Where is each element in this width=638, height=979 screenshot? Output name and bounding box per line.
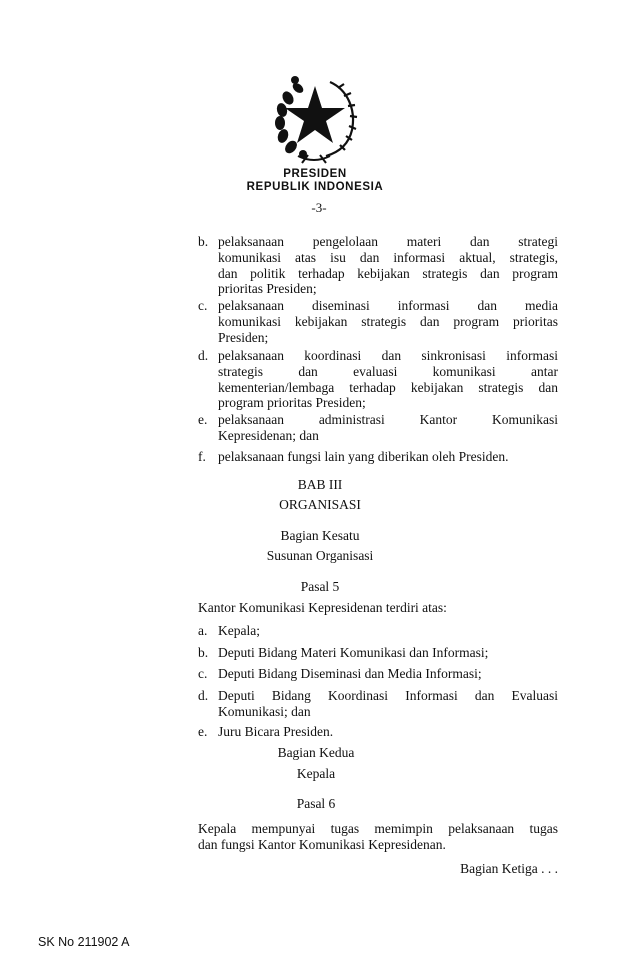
list-item-line: pelaksanaan administrasi Kantor Komunikasi [218,412,558,427]
list-item-line: program prioritas Presiden; [218,395,366,411]
list-item-line: Juru Bicara Presiden. [218,724,334,739]
pasal-text-line: Kepala mempunyai tugas memimpin pelaksanaan tugas [198,821,558,836]
pasal-text-line: dan fungsi Kantor Komunikasi Kepresidenan. [198,836,446,852]
list-item [198,348,558,411]
list-item [198,298,558,345]
bagian-title: Kepala [296,766,336,781]
list-item-line: kementerian/lembaga terhadap kebijakan strategis dan [218,379,558,395]
list-item-line: pelaksanaan pengelolaan materi dan strategi [218,234,558,249]
list-item-label: b. [198,645,209,660]
list-item-line: komunikasi kebijakan strategis dan program prioritas [218,313,558,329]
list-item-line: strategis dan evaluasi komunikasi antar [218,363,558,379]
list-item [198,412,558,444]
list-item-label: c. [198,298,208,313]
list-item [198,234,558,297]
list-item-line: Deputi Bidang Materi Komunikasi dan Informasi; [218,645,489,660]
list-item-label: b. [198,234,209,249]
header-presiden: PRESIDEN [283,168,347,180]
list-item-label: c. [198,666,208,681]
list-item-label: e. [198,412,208,427]
list-item-line: Deputi Bidang Diseminasi dan Media Informasi; [218,666,482,681]
list-item-line: dan politik terhadap kebijakan strategis dan program [218,265,558,281]
list-item-line: pelaksanaan fungsi lain yang diberikan oleh Presiden. [218,449,509,464]
list-item-line: Deputi Bidang Koordinasi Informasi dan Evaluasi [218,688,558,703]
list-item-label: d. [198,348,209,363]
list-item-label: a. [198,623,208,638]
list-item-line: komunikasi atas isu dan informasi aktual, strategis, [218,249,558,265]
list-item [198,623,558,639]
list-item-label: e. [198,724,208,739]
list-item-line: pelaksanaan koordinasi dan sinkronisasi informasi [218,348,558,363]
list-item [198,666,558,682]
page-number: -3- [311,200,327,215]
header-republik-indonesia: REPUBLIK INDONESIA [246,181,384,193]
bab-heading: BAB III [297,477,343,492]
list-item [198,449,558,465]
list-item [198,724,558,740]
bagian-heading: Bagian Kedua [277,745,355,760]
list-item-line: prioritas Presiden; [218,281,317,297]
pasal-heading: Pasal 5 [300,579,340,594]
bagian-title: Susunan Organisasi [266,548,374,563]
pasal-heading: Pasal 6 [296,796,336,811]
pasal-intro: Kantor Komunikasi Kepresidenan terdiri atas: [198,600,447,615]
bab-title: ORGANISASI [279,497,361,512]
list-item-line: Kepresidenan; dan [218,427,319,443]
list-item-label: f. [198,449,206,464]
pasal-text [198,821,558,853]
list-item [198,688,558,720]
list-item-line: Kepala; [218,623,260,638]
list-item [198,645,558,661]
list-item-line: pelaksanaan diseminasi informasi dan media [218,298,558,313]
list-item-line: Presiden; [218,329,269,345]
document-code: SK No 211902 A [38,935,130,949]
list-item-label: d. [198,688,209,703]
garuda-star-emblem [268,68,360,164]
bagian-heading: Bagian Kesatu [280,528,360,543]
next-page-catchword: Bagian Ketiga . . . [460,861,558,876]
list-item-line: Komunikasi; dan [218,703,311,719]
